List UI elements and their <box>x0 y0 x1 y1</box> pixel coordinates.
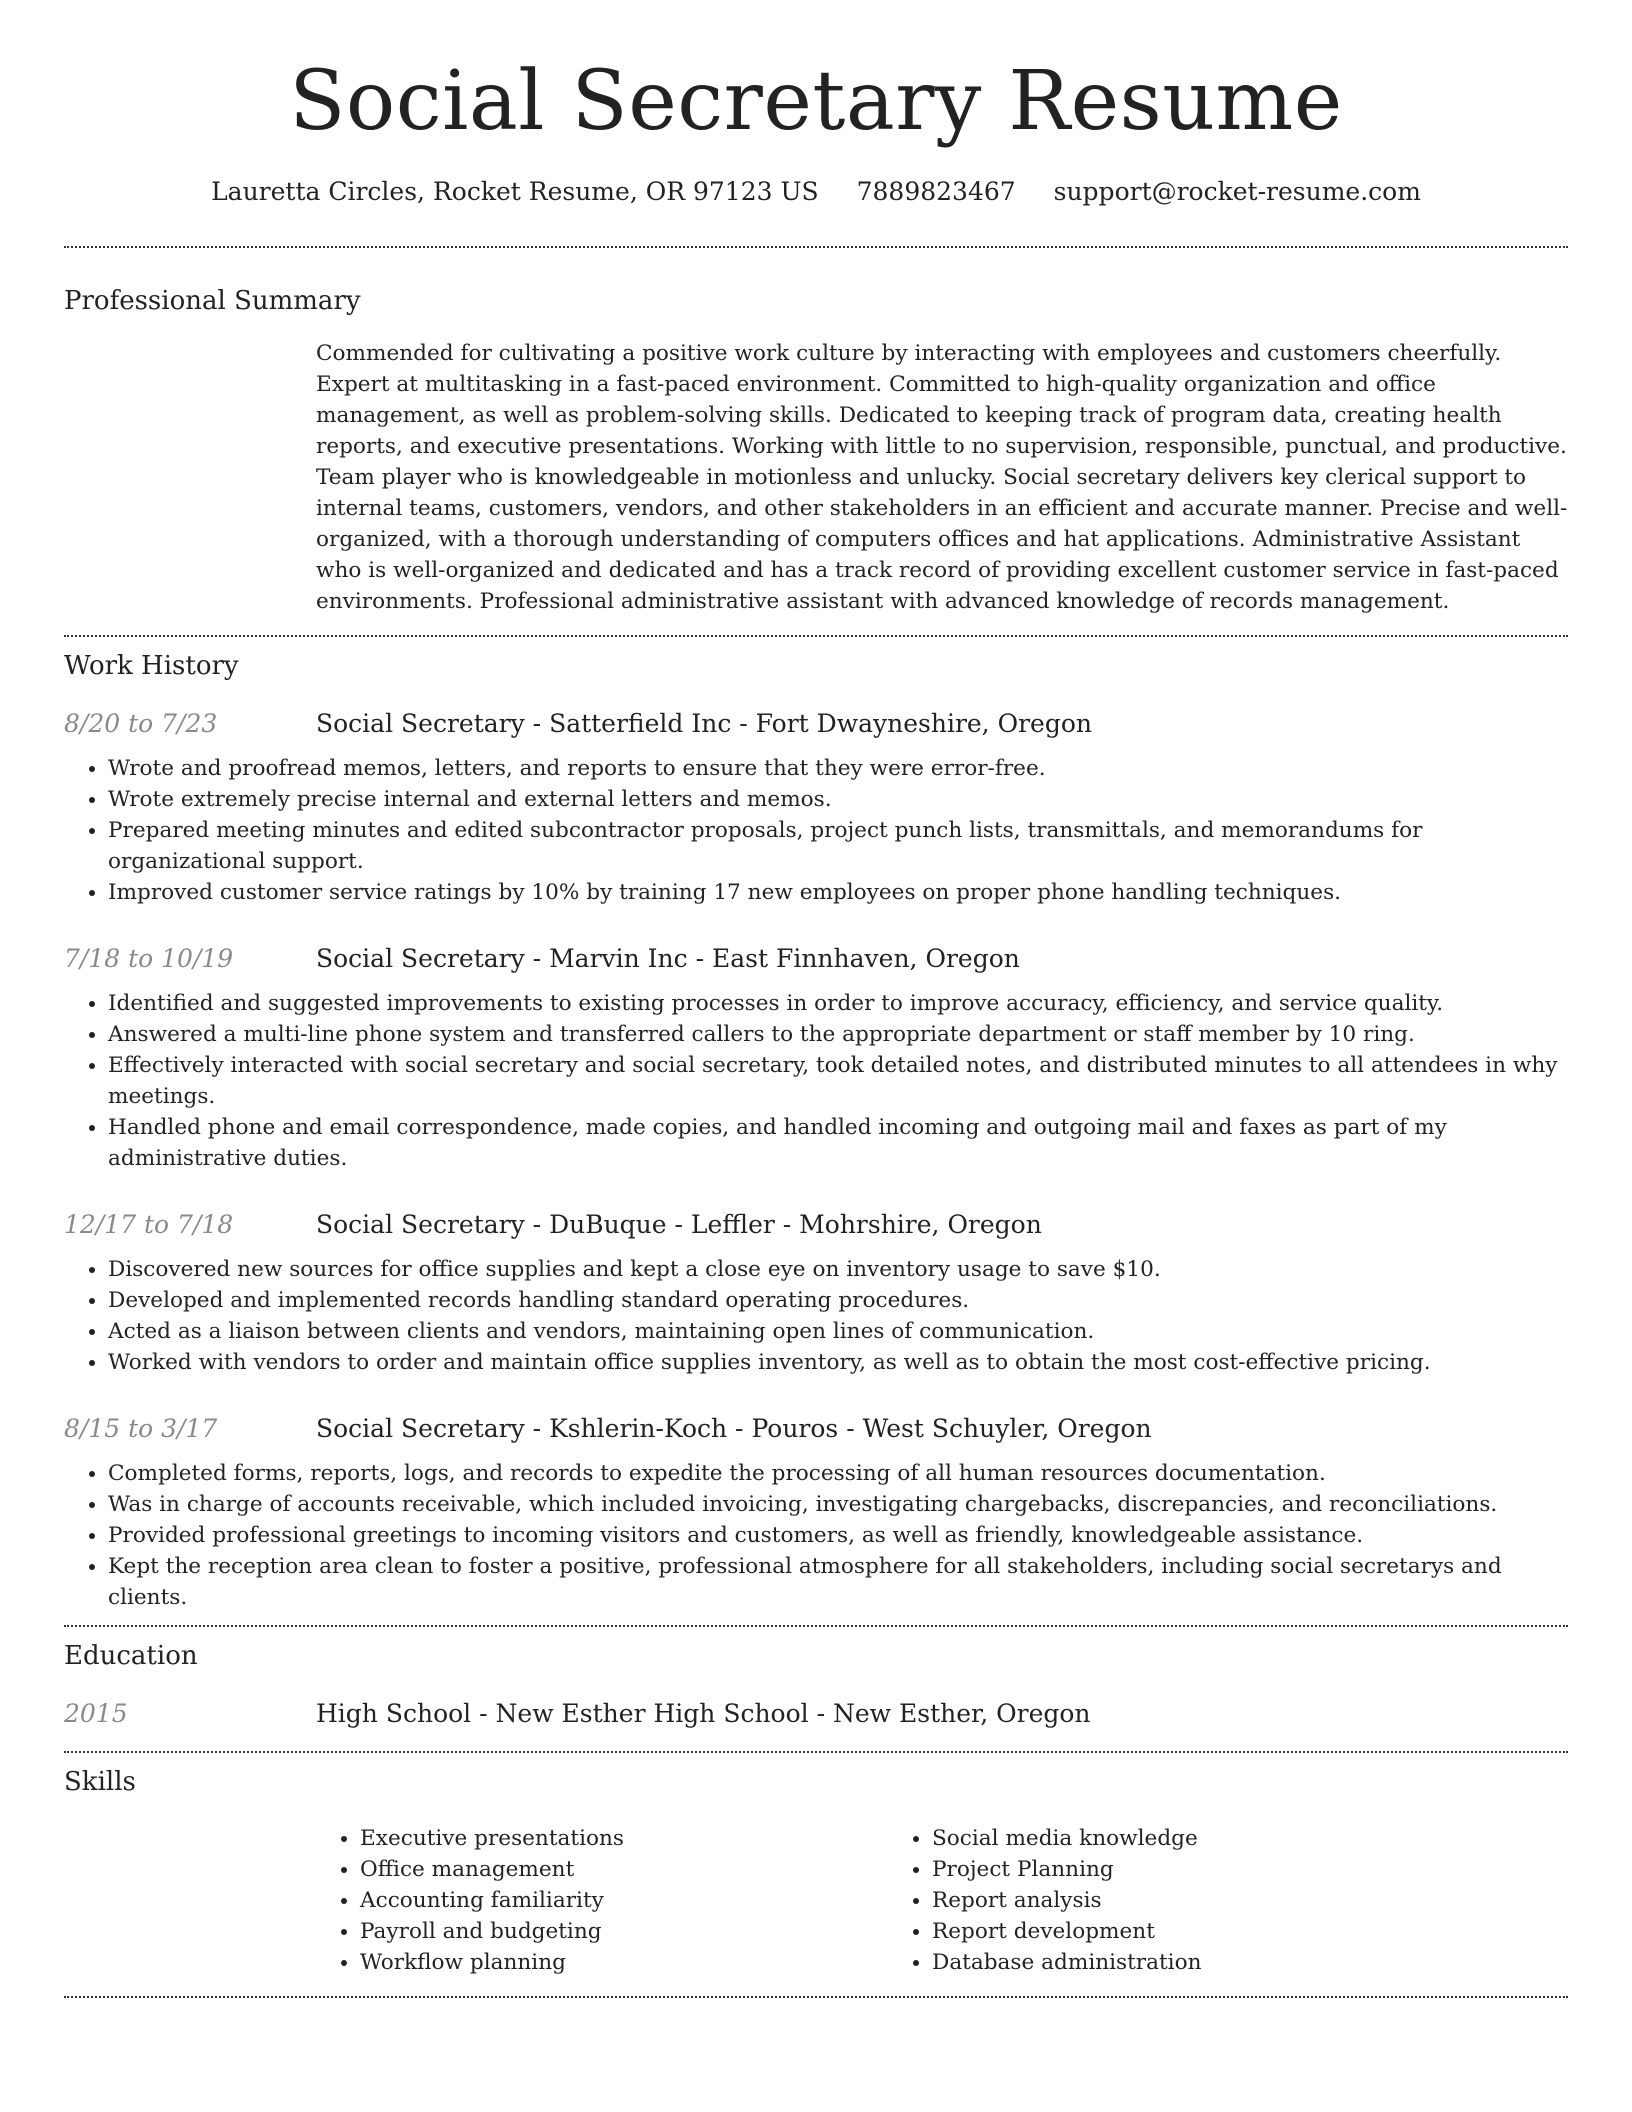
education-entry <box>64 1697 1568 1731</box>
education-year: 2015 <box>64 1699 128 1728</box>
separator: - <box>731 709 756 738</box>
work-history-heading: Work History <box>64 651 239 681</box>
job-title: Social Secretary <box>316 709 525 738</box>
job-heading <box>316 707 1092 741</box>
job-heading <box>316 1208 1042 1242</box>
duty-item: • Handled phone and email correspondence, made copies, and handled incoming and outgoing mail and faxes as part of my administrative duties. <box>108 1112 1568 1174</box>
separator: - <box>471 1699 496 1728</box>
job-title: Social Secretary <box>316 1210 525 1239</box>
skills-column-right <box>888 1823 1202 1978</box>
separator: - <box>524 944 550 973</box>
duty-item: • Was in charge of accounts receivable, which included invoicing, investigating chargebacks, discrepancies, and reconciliations. <box>108 1489 1568 1520</box>
job-dates: 7/18 to 10/19 <box>64 944 234 973</box>
summary-text: Commended for cultivating a positive work culture by interacting with employees and customers cheerfully. Expert at multitasking in a fast-paced environment. Committed to high-quality organization and office management, as well as problem-solving skills. Dedicated to keeping track of program data, creating health reports, and executive presentations. Working with little to no supervision, responsible, punctual, and productive. Team player who is knowledgeable in motionless and unlucky. Social secretary delivers key clerical support to internal teams, customers, vendors, and other stakeholders in an efficient and accurate manner. Precise and well-organized, with a thorough understanding of computers offices and hat applications. Administrative Assistant who is well-organized and dedicated and has a track record of providing excellent customer service in fast-paced environments. Professional administrative assistant with advanced knowledge of records management. <box>316 341 1568 614</box>
job-company: DuBuque - Leffler <box>549 1210 775 1239</box>
skill-item: • Project Planning <box>932 1854 1202 1885</box>
job-location: East Finnhaven, Oregon <box>712 944 1020 973</box>
job-entry <box>64 1412 1568 1613</box>
resume-title: Social Secretary Resume <box>289 54 1343 149</box>
job-location: West Schuyler, Oregon <box>862 1414 1152 1443</box>
separator: - <box>524 709 550 738</box>
skill-item: • Social media knowledge <box>932 1823 1202 1854</box>
duty-item: • Wrote extremely precise internal and external letters and memos. <box>108 784 1568 815</box>
job-duties <box>64 1254 1568 1378</box>
duty-item: • Worked with vendors to order and maintain office supplies inventory, as well as to obtain the most cost-effective pricing. <box>108 1347 1568 1378</box>
duty-item: • Completed forms, reports, logs, and records to expedite the processing of all human resources documentation. <box>108 1458 1568 1489</box>
contact-phone: 7889823467 <box>856 177 1016 206</box>
duty-item: • Acted as a liaison between clients and vendors, maintaining open lines of communication. <box>108 1316 1568 1347</box>
contact-line <box>64 176 1568 208</box>
job-company: Satterfield Inc <box>549 709 732 738</box>
skills-heading: Skills <box>64 1767 136 1797</box>
separator: - <box>524 1414 550 1443</box>
job-entry <box>64 942 1568 1174</box>
job-location: Fort Dwayneshire, Oregon <box>755 709 1092 738</box>
work-history-list <box>64 707 1568 1613</box>
summary-heading: Professional Summary <box>64 286 361 316</box>
skill-item: • Database administration <box>932 1947 1202 1978</box>
skill-item: • Report analysis <box>932 1885 1202 1916</box>
job-duties <box>64 988 1568 1174</box>
divider <box>64 246 1568 248</box>
job-entry <box>64 1208 1568 1378</box>
contact-email: support@rocket-resume.com <box>1053 177 1421 206</box>
skill-item: • Accounting familiarity <box>360 1885 888 1916</box>
divider <box>64 1751 1568 1753</box>
duty-item: • Identified and suggested improvements to existing processes in order to improve accuracy, efficiency, and service quality. <box>108 988 1568 1019</box>
skill-item: • Payroll and budgeting <box>360 1916 888 1947</box>
education-location: New Esther, Oregon <box>833 1699 1091 1728</box>
duty-item: • Developed and implemented records handling standard operating procedures. <box>108 1285 1568 1316</box>
skill-item: • Workflow planning <box>360 1947 888 1978</box>
job-dates: 8/20 to 7/23 <box>64 709 218 738</box>
divider <box>64 1625 1568 1627</box>
duty-item: • Improved customer service ratings by 10% by training 17 new employees on proper phone handling techniques. <box>108 877 1568 908</box>
contact-address: Lauretta Circles, Rocket Resume, OR 97123 US <box>211 177 819 206</box>
separator: - <box>524 1210 550 1239</box>
duty-item: • Provided professional greetings to incoming visitors and customers, as well as friendly, knowledgeable assistance. <box>108 1520 1568 1551</box>
education-degree: High School <box>316 1699 472 1728</box>
separator: - <box>687 944 713 973</box>
job-company: Marvin Inc <box>549 944 688 973</box>
job-heading <box>316 942 1020 976</box>
education-heading: Education <box>64 1641 198 1671</box>
divider <box>64 635 1568 637</box>
job-duties <box>64 1458 1568 1613</box>
education-details <box>316 1697 1091 1731</box>
education-school: New Esther High School <box>495 1699 809 1728</box>
job-company: Kshlerin-Koch - Pouros <box>549 1414 839 1443</box>
job-heading <box>316 1412 1152 1446</box>
job-dates: 8/15 to 3/17 <box>64 1414 218 1443</box>
separator: - <box>838 1414 863 1443</box>
duty-item: • Answered a multi-line phone system and transferred callers to the appropriate department or staff member by 10 ring. <box>108 1019 1568 1050</box>
separator: - <box>774 1210 800 1239</box>
skill-item: • Office management <box>360 1854 888 1885</box>
duty-item: • Effectively interacted with social secretary and social secretary, took detailed notes, and distributed minutes to all attendees in why meetings. <box>108 1050 1568 1112</box>
separator: - <box>808 1699 833 1728</box>
job-entry <box>64 707 1568 908</box>
job-location: Mohrshire, Oregon <box>799 1210 1042 1239</box>
job-duties <box>64 753 1568 908</box>
skills-list <box>316 1823 1568 1978</box>
duty-item: • Prepared meeting minutes and edited subcontractor proposals, project punch lists, transmittals, and memorandums for organizational support. <box>108 815 1568 877</box>
divider <box>64 1996 1568 1998</box>
job-dates: 12/17 to 7/18 <box>64 1210 234 1239</box>
skill-item: • Executive presentations <box>360 1823 888 1854</box>
job-title: Social Secretary <box>316 944 525 973</box>
duty-item: • Wrote and proofread memos, letters, and reports to ensure that they were error-free. <box>108 753 1568 784</box>
duty-item: • Kept the reception area clean to foster a positive, professional atmosphere for all stakeholders, including social secretarys and clients. <box>108 1551 1568 1613</box>
duty-item: • Discovered new sources for office supplies and kept a close eye on inventory usage to save $10. <box>108 1254 1568 1285</box>
skills-column-left <box>316 1823 888 1978</box>
skill-item: • Report development <box>932 1916 1202 1947</box>
job-title: Social Secretary <box>316 1414 525 1443</box>
